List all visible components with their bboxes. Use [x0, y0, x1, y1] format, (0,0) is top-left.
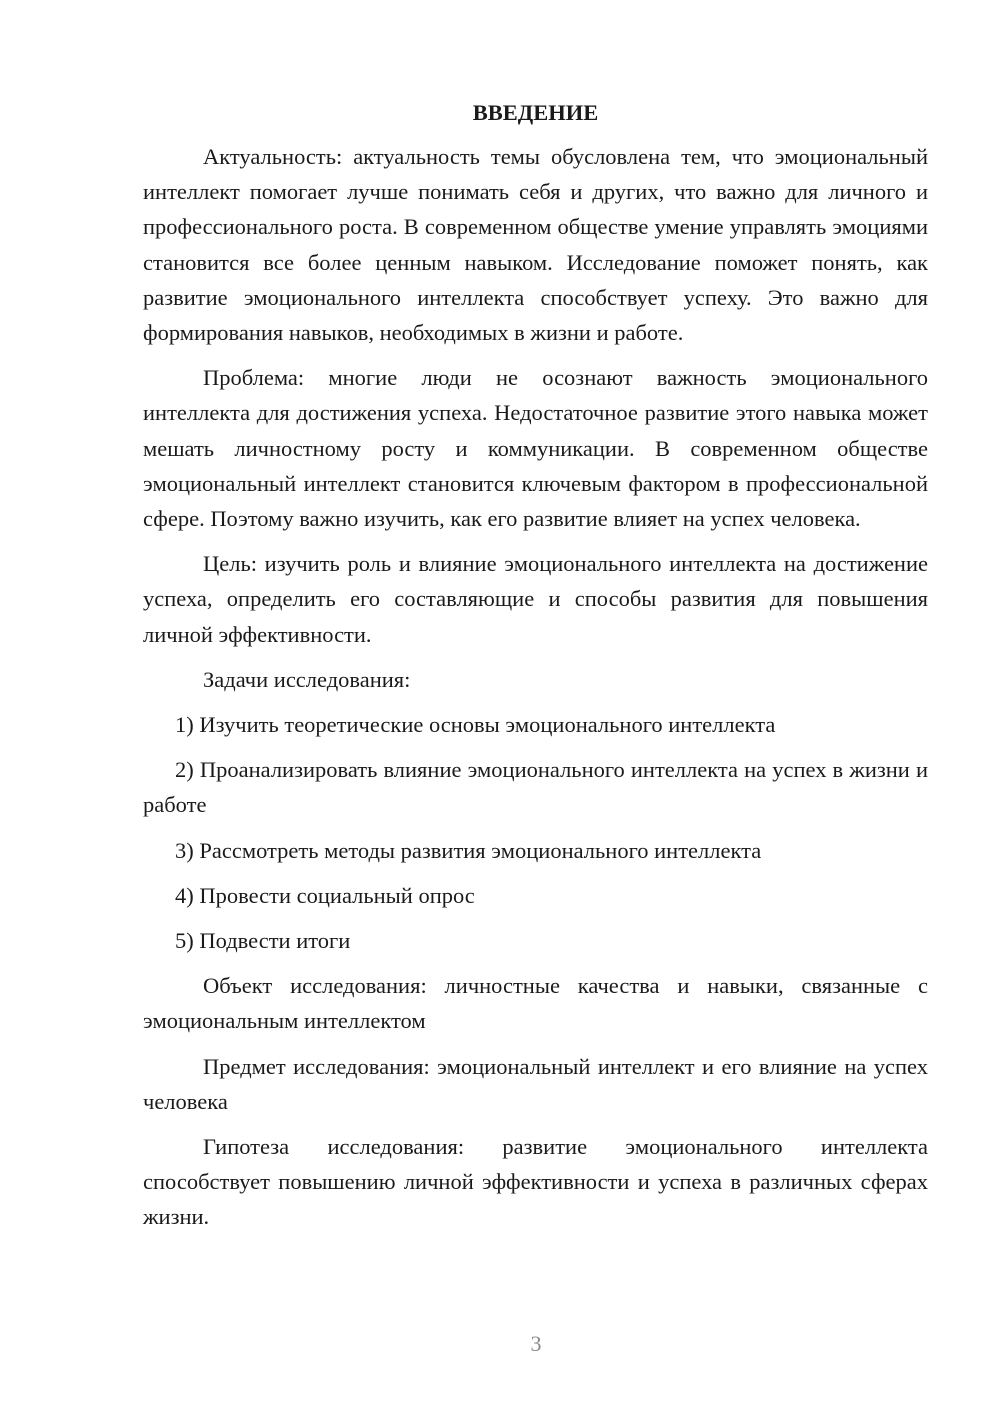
task-item: 1) Изучить теоретические основы эмоционального интеллекта: [175, 712, 776, 738]
task-item: 3) Рассмотреть методы развития эмоционального интеллекта: [175, 837, 762, 863]
subject-paragraph: Предмет исследования: эмоциональный интеллект и его влияние на успех человека: [143, 1053, 928, 1114]
problem-paragraph: Проблема: многие люди не осознают важность эмоционального интеллекта для достижения успеха. Недостаточное развитие этого навыка может мешать личностному росту и коммуникации. В современном обществе эмоциональный интеллект становится ключевым фактором в профессиональной сфере. Поэтому важно изучить, как его развитие влияет на успех человека.: [143, 365, 928, 532]
task-item: 5) Подвести итоги: [175, 928, 351, 954]
tasks-list: [143, 707, 928, 958]
task-item: 2) Проанализировать влияние эмоционального интеллекта на успех в жизни и работе: [143, 757, 928, 818]
document-page: [143, 95, 928, 1245]
tasks-heading: Задачи исследования:: [203, 666, 411, 692]
hypothesis-paragraph: Гипотеза исследования: развитие эмоционального интеллекта способствует повышению личной эффективности и успеха в различных сферах жизни.: [143, 1134, 928, 1230]
object-paragraph: Объект исследования: личностные качества и навыки, связанные с эмоциональным интеллектом: [143, 973, 928, 1034]
goal-paragraph: Цель: изучить роль и влияние эмоционального интеллекта на достижение успеха, определить его составляющие и способы развития для повышения личной эффективности.: [143, 551, 928, 647]
page-number: 3: [530, 1331, 542, 1356]
section-title: ВВЕДЕНИЕ: [472, 100, 599, 125]
task-item: 4) Провести социальный опрос: [175, 882, 475, 908]
relevance-paragraph: Актуальность: актуальность темы обусловлена тем, что эмоциональный интеллект помогает лучше понимать себя и других, что важно для личного и профессионального роста. В современном обществе умение управлять эмоциями становится все более ценным навыком. Исследование поможет понять, как развитие эмоционального интеллекта способствует успеху. Это важно для формирования навыков, необходимых в жизни и работе.: [143, 144, 928, 346]
